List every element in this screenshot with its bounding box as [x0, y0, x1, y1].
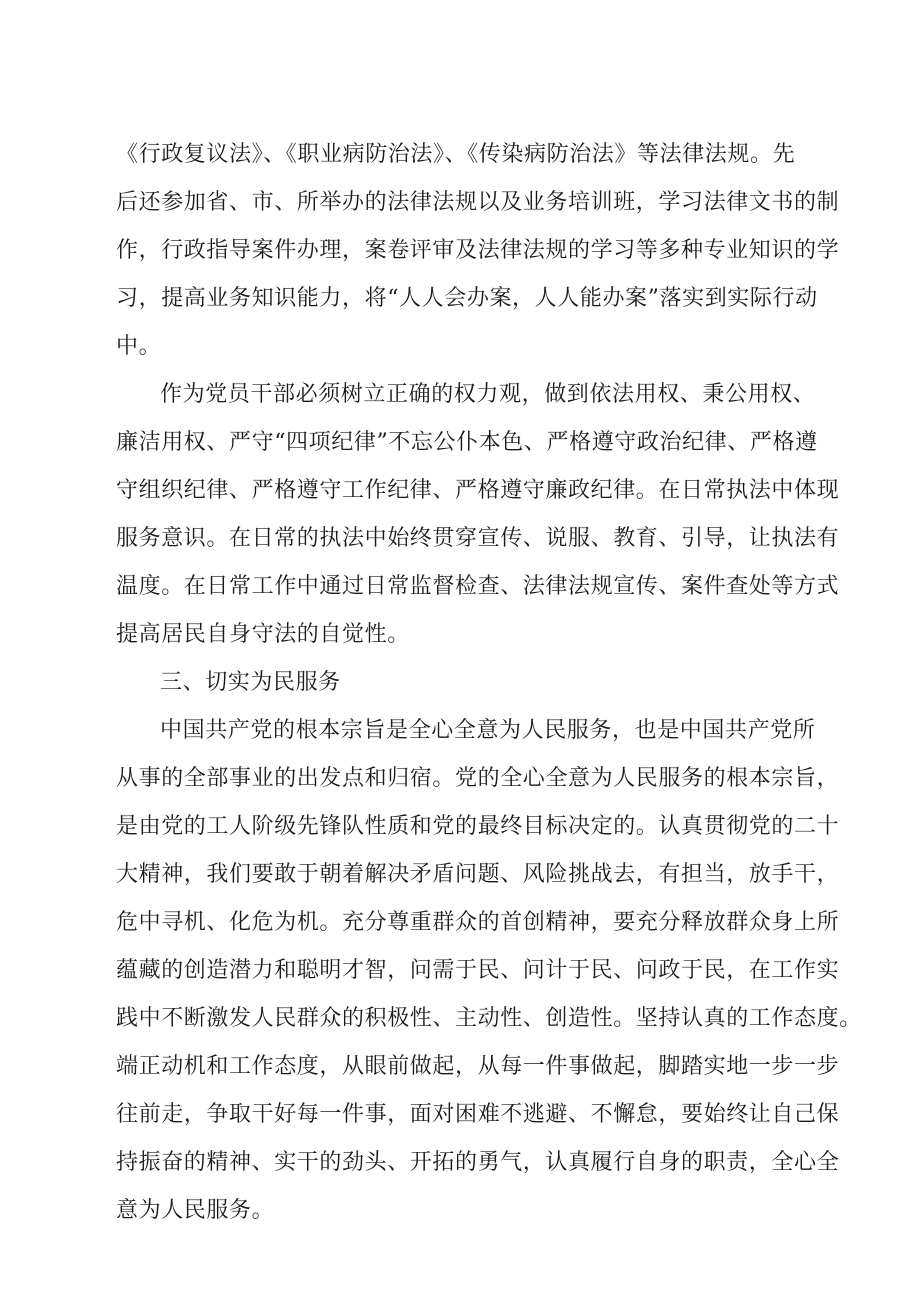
paragraph-3-line-11: 意为人民服务。 — [116, 1198, 275, 1223]
paragraph-2-line-3: 守组织纪律、严格遵守工作纪律、严格遵守廉政纪律。在日常执法中体现 — [116, 478, 840, 503]
paragraph-3-line-10: 持振奋的精神、实干的劲头、开拓的勇气，认真履行自身的职责，全心全 — [116, 1150, 840, 1175]
paragraph-3-line-6: 蕴藏的创造潜力和聪明才智，问需于民、问计于民、问政于民，在工作实 — [116, 958, 840, 983]
paragraph-3-line-5: 危中寻机、化危为机。充分尊重群众的首创精神，要充分释放群众身上所 — [116, 910, 840, 935]
paragraph-3-line-8: 端正动机和工作态度，从眼前做起，从每一件事做起，脚踏实地一步一步 — [116, 1054, 840, 1079]
paragraph-3-line-7: 践中不断激发人民群众的积极性、主动性、创造性。坚持认真的工作态度。 — [116, 1006, 862, 1031]
paragraph-2-line-6: 提高居民自身守法的自觉性。 — [116, 622, 410, 647]
paragraph-1-line-2: 后还参加省、市、所举办的法律法规以及业务培训班，学习法律文书的制 — [116, 190, 840, 215]
paragraph-1-line-4: 习，提高业务知识能力，将“人人会办案，人人能办案”落实到实际行动 — [116, 286, 818, 311]
paragraph-3-line-9: 往前走，争取干好每一件事，面对困难不逃避、不懈怠，要始终让自己保 — [116, 1102, 840, 1127]
paragraph-3-line-4: 大精神，我们要敢于朝着解决矛盾问题、风险挑战去，有担当，放手干， — [116, 862, 840, 887]
paragraph-3-line-1: 中国共产党的根本宗旨是全心全意为人民服务，也是中国共产党所 — [160, 718, 816, 743]
paragraph-1-line-3: 作，行政指导案件办理，案卷评审及法律法规的学习等多种专业知识的学 — [116, 238, 840, 263]
paragraph-2-line-1: 作为党员干部必须树立正确的权力观，做到依法用权、秉公用权、 — [160, 382, 816, 407]
paragraph-1-line-1: 《行政复议法》、《职业病防治法》、《传染病防治法》等法律法规。先 — [116, 142, 796, 167]
paragraph-3-line-3: 是由党的工人阶级先锋队性质和党的最终目标决定的。认真贯彻党的二十 — [116, 814, 840, 839]
paragraph-1-line-5: 中。 — [116, 334, 162, 359]
paragraph-2-line-2: 廉洁用权、严守“四项纪律”不忘公仆本色、严格遵守政治纪律、严格遵 — [116, 430, 818, 455]
paragraph-3-line-2: 从事的全部事业的出发点和归宿。党的全心全意为人民服务的根本宗旨， — [116, 766, 840, 791]
section-heading: 三、切实为民服务 — [160, 670, 341, 695]
paragraph-2-line-5: 温度。在日常工作中通过日常监督检查、法律法规宣传、案件查处等方式 — [116, 574, 840, 599]
paragraph-2-line-4: 服务意识。在日常的执法中始终贯穿宣传、说服、教育、引导，让执法有 — [116, 526, 840, 551]
